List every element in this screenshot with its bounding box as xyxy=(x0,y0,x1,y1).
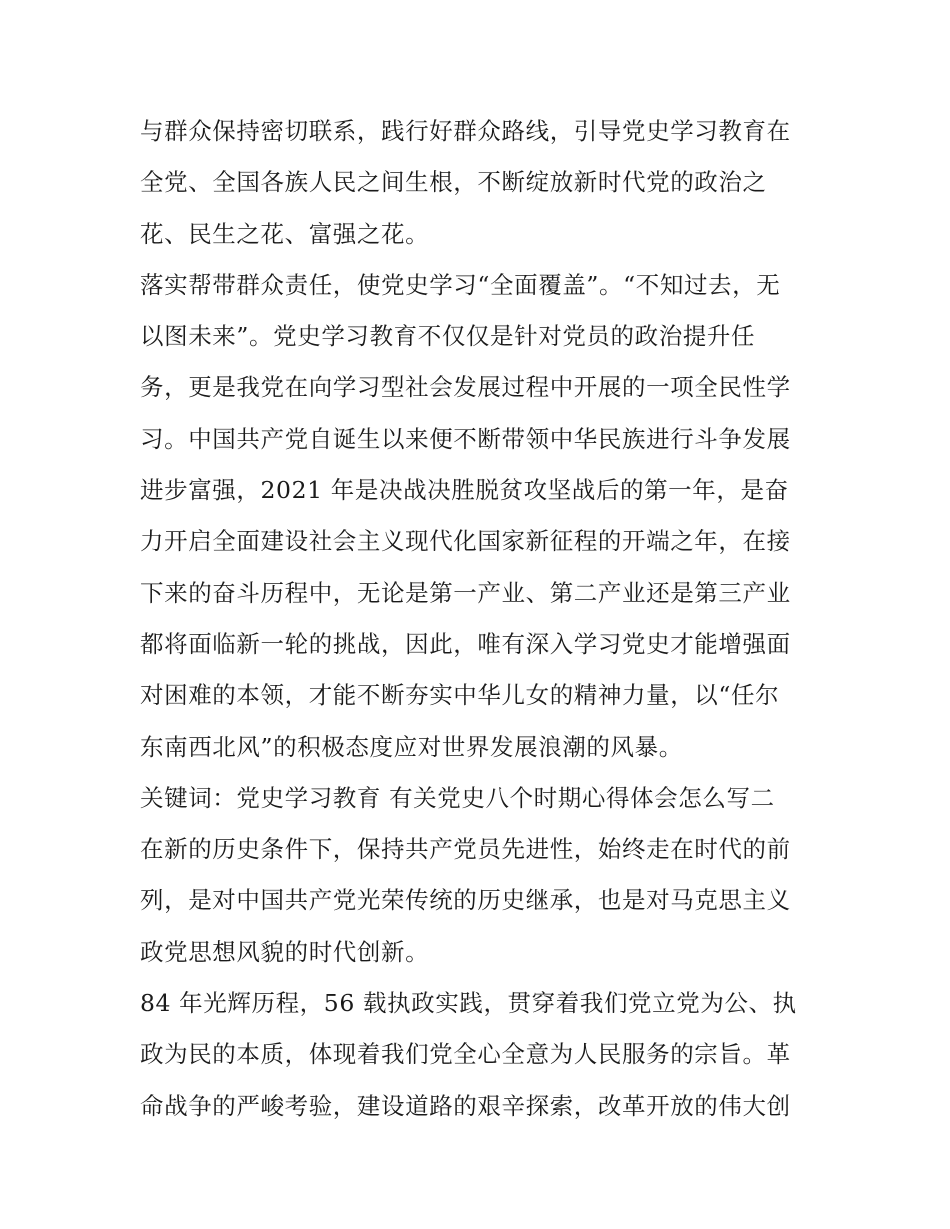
document-body xyxy=(140,106,820,1132)
text-line: 务，更是我党在向学习型社会发展过程中开展的一项全民性学 xyxy=(140,373,791,402)
text-line: 政党思想风貌的时代创新。 xyxy=(140,937,430,966)
text-line: 与群众保持密切联系，践行好群众路线，引导党史学习教育在 xyxy=(140,117,791,145)
text-line: 花、民生之花、富强之花。 xyxy=(140,219,430,248)
text-line: 东南西北风”的积极态度应对世界发展浪潮的风暴。 xyxy=(140,732,683,761)
text-line: 在新的历史条件下，保持共产党员先进性，始终走在时代的前 xyxy=(140,835,791,864)
text-line: 全党、全国各族人民之间生根，不断绽放新时代党的政治之 xyxy=(140,168,767,197)
text-line: 下来的奋斗历程中，无论是第一产业、第二产业还是第三产业 xyxy=(140,578,791,607)
text-line: 命战争的严峻考验，建设道路的艰辛探索，改革开放的伟大创 xyxy=(140,1091,791,1120)
keywords-line: 关键词：党史学习教育 有关党史八个时期心得体会怎么写二 xyxy=(140,783,775,812)
text-line: 政为民的本质，体现着我们党全心全意为人民服务的宗旨。革 xyxy=(140,1040,791,1069)
text-line: 落实帮带群众责任，使党史学习“全面覆盖”。“不知过去，无 xyxy=(140,270,781,299)
text-line: 习。中国共产党自诞生以来便不断带领中华民族进行斗争发展 xyxy=(140,424,791,453)
text-line: 力开启全面建设社会主义现代化国家新征程的开端之年，在接 xyxy=(140,527,791,556)
text-line: 列，是对中国共产党光荣传统的历史继承，也是对马克思主义 xyxy=(140,886,791,915)
text-line: 都将面临新一轮的挑战，因此，唯有深入学习党史才能增强面 xyxy=(140,629,791,658)
text-line: 以图未来”。党史学习教育不仅仅是针对党员的政治提升任 xyxy=(140,322,756,351)
text-line: 进步富强，2021 年是决战决胜脱贫攻坚战后的第一年，是奋 xyxy=(140,476,789,505)
text-line: 对困难的本领，才能不断夯实中华儿女的精神力量，以“任尔 xyxy=(140,681,780,710)
text-line: 84 年光辉历程，56 载执政实践，贯穿着我们党立党为公、执 xyxy=(140,989,797,1018)
